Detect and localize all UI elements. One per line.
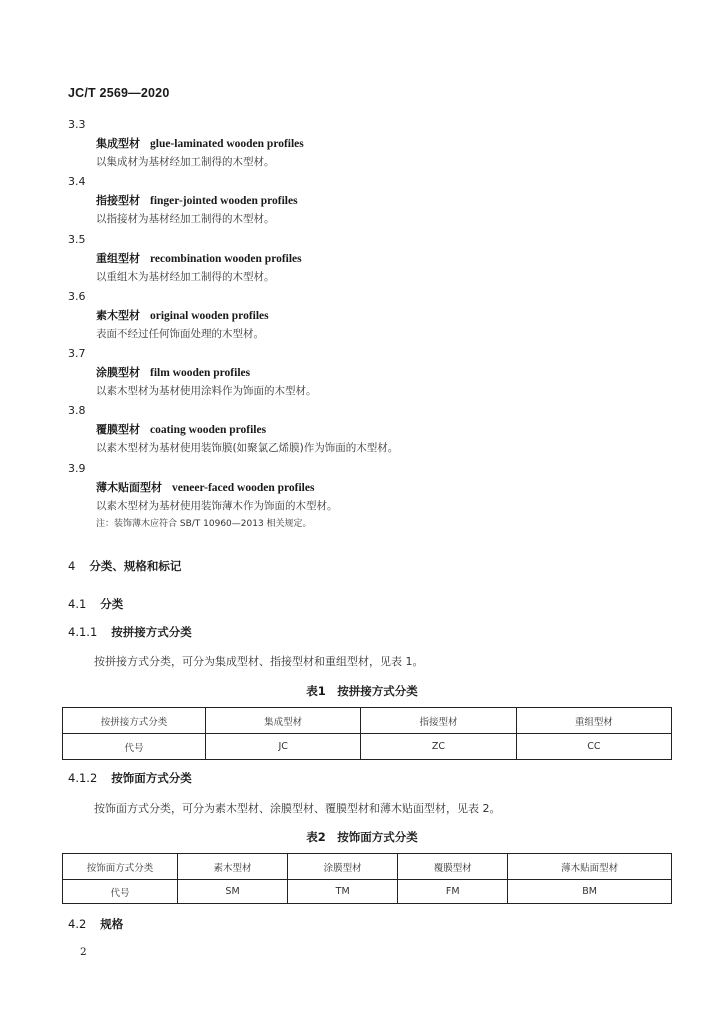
term-title: [96, 250, 668, 266]
term-3-4: [68, 175, 668, 226]
term-3-3: [68, 118, 668, 169]
table-2: [62, 853, 672, 904]
page-number: 2: [80, 946, 87, 958]
section-4-2-heading: [68, 916, 123, 932]
section-number: 4.2: [68, 917, 87, 931]
table-cell: 代号: [63, 734, 206, 760]
table-cell: 薄木贴面型材: [508, 854, 672, 880]
table-cell: 按拼接方式分类: [63, 708, 206, 734]
term-en: film wooden profiles: [150, 367, 251, 379]
table-2-caption: 表2 按饰面方式分类: [306, 830, 418, 844]
section-title: 按拼接方式分类: [111, 625, 192, 639]
term-zh: 重组型材: [96, 252, 140, 265]
term-definition: 以重组木为基材经加工制得的木型材。: [96, 271, 275, 283]
section-number: 4.1.1: [68, 625, 98, 639]
term-number: 3.7: [68, 347, 86, 360]
table-cell: FM: [398, 880, 508, 904]
table-cell: 代号: [63, 880, 178, 904]
term-en: coating wooden profiles: [150, 424, 267, 436]
table-cell: ZC: [361, 734, 516, 760]
section-title: 分类: [100, 597, 124, 611]
term-definition: 以集成材为基材经加工制得的木型材。: [96, 156, 275, 168]
standard-header: JC/T 2569—2020: [68, 86, 170, 100]
table-cell: 集成型材: [206, 708, 361, 734]
term-title: [96, 192, 668, 208]
term-zh: 指接型材: [96, 194, 140, 207]
term-3-8: [68, 404, 668, 455]
table-cell: 重组型材: [516, 708, 671, 734]
term-en: veneer-faced wooden profiles: [172, 482, 315, 494]
section-number: 4.1.2: [68, 771, 98, 785]
term-definition: 以素木型材为基材使用涂料作为饰面的木型材。: [96, 385, 317, 397]
term-number: 3.5: [68, 233, 86, 246]
term-definition: 以指接材为基材经加工制得的木型材。: [96, 213, 275, 225]
term-zh: 集成型材: [96, 137, 140, 150]
table-row: [63, 880, 672, 904]
term-definition: 以素木型材为基材使用装饰膜(如聚氯乙烯膜)作为饰面的木型材。: [96, 442, 399, 454]
section-4-1-2-heading: [68, 770, 192, 786]
term-number: 3.6: [68, 290, 86, 303]
term-title: [96, 135, 668, 151]
table-cell: 按饰面方式分类: [63, 854, 178, 880]
term-3-7: [68, 347, 668, 398]
table-row: [63, 734, 672, 760]
paragraph-splicing: 按拼接方式分类，可分为集成型材、指接型材和重组型材，见表 1。: [94, 655, 424, 668]
section-number: 4.1: [68, 597, 87, 611]
term-definition: 表面不经过任何饰面处理的木型材。: [96, 328, 264, 340]
term-zh: 涂膜型材: [96, 366, 140, 379]
table-cell: CC: [516, 734, 671, 760]
term-3-5: [68, 233, 668, 284]
term-title: [96, 364, 668, 380]
term-title: [96, 479, 668, 495]
table-cell: 涂膜型材: [288, 854, 398, 880]
table-cell: JC: [206, 734, 361, 760]
term-title: [96, 421, 668, 437]
table-1-caption: 表1 按拼接方式分类: [306, 684, 418, 698]
term-en: finger-jointed wooden profiles: [150, 195, 298, 207]
term-number: 3.8: [68, 404, 86, 417]
term-definition: 以素木型材为基材使用装饰薄木作为饰面的木型材。: [96, 500, 338, 512]
section-title: 分类、规格和标记: [89, 559, 182, 573]
section-4-heading: [68, 558, 181, 574]
table-header-row: [63, 854, 672, 880]
term-zh: 薄木贴面型材: [96, 481, 162, 494]
table-cell: 覆膜型材: [398, 854, 508, 880]
term-number: 3.9: [68, 462, 86, 475]
term-note: 注：装饰薄木应符合 SB/T 10960—2013 相关规定。: [96, 519, 312, 529]
term-zh: 素木型材: [96, 309, 140, 322]
section-4-1-1-heading: [68, 624, 192, 640]
table-cell: SM: [178, 880, 288, 904]
section-4-1-heading: [68, 596, 123, 612]
term-number: 3.4: [68, 175, 86, 188]
term-en: original wooden profiles: [150, 310, 269, 322]
term-3-6: [68, 290, 668, 341]
table-header-row: [63, 708, 672, 734]
term-3-9: [68, 462, 668, 529]
table-cell: TM: [288, 880, 398, 904]
table-cell: 素木型材: [178, 854, 288, 880]
term-number: 3.3: [68, 118, 86, 131]
table-cell: BM: [508, 880, 672, 904]
table-cell: 指接型材: [361, 708, 516, 734]
section-title: 规格: [100, 917, 124, 931]
table-1: [62, 707, 672, 760]
paragraph-finish: 按饰面方式分类，可分为素木型材、涂膜型材、覆膜型材和薄木贴面型材，见表 2。: [94, 802, 501, 815]
term-title: [96, 307, 668, 323]
section-title: 按饰面方式分类: [111, 771, 192, 785]
term-zh: 覆膜型材: [96, 423, 140, 436]
term-en: recombination wooden profiles: [150, 253, 302, 265]
section-number: 4: [68, 559, 76, 573]
term-en: glue-laminated wooden profiles: [150, 138, 304, 150]
